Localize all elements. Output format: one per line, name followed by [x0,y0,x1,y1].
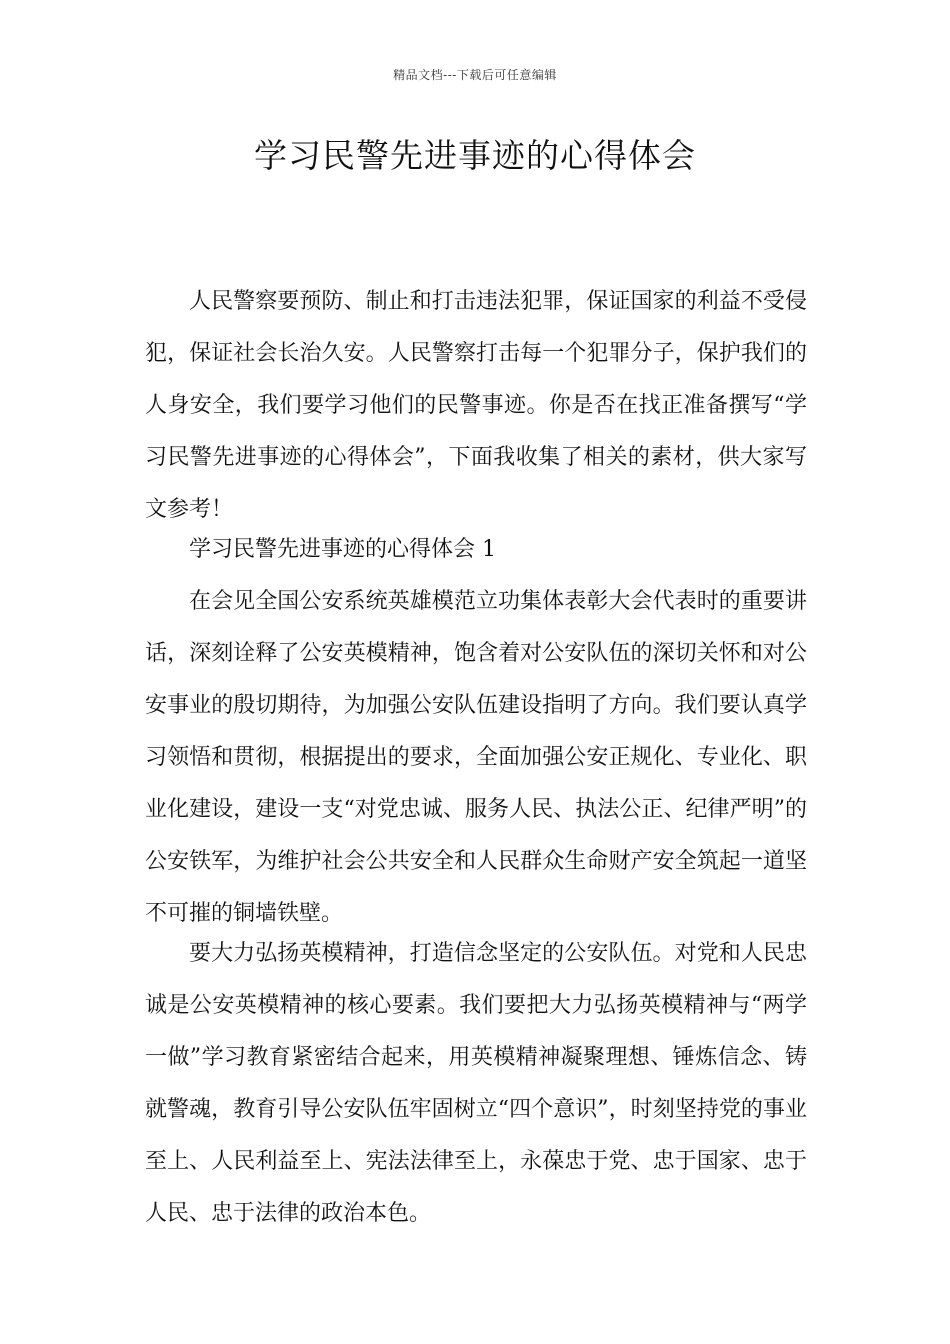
page-title: 学习民警先进事迹的心得体会 [254,136,696,175]
paragraph-body: 要大力弘扬英模精神，打造信念坚定的公安队伍。对党和人民忠诚是公安英模精神的核心要素。我们要把大力弘扬英模精神与“两学一做”学习教育紧密结合起来，用英模精神凝聚理想、锤炼信念、铸就警魂，教育引导公安队伍牢固树立“四个意识”，时刻坚持党的事业至上、人民利益至上、宪法法律至上，永葆忠于党、忠于国家、忠于人民、忠于法律的政治本色。 [145,941,807,1226]
header-note: 精品文档---下载后可任意编辑 [393,68,557,82]
paragraph-body: 在会见全国公安系统英雄模范立功集体表彰大会代表时的重要讲话，深刻诠释了公安英模精神，饱含着对公安队伍的深切关怀和对公安事业的殷切期待，为加强公安队伍建设指明了方向。我们要认真学习领悟和贯彻，根据提出的要求，全面加强公安正规化、专业化、职业化建设，建设一支“对党忠诚、服务人民、执法公正、纪律严明”的公安铁军，为维护社会公共安全和人民群众生命财产安全筑起一道坚不可摧的铜墙铁壁。 [145,589,807,926]
section-heading: 学习民警先进事迹的心得体会 1 [189,537,496,562]
paragraph-intro: 人民警察要预防、制止和打击违法犯罪，保证国家的利益不受侵犯，保证社会长治久安。人民警察打击每一个犯罪分子，保护我们的人身安全，我们要学习他们的民警事迹。你是否在找正准备撰写“学习民警先进事迹的心得体会”，下面我收集了相关的素材，供大家写文参考！ [145,289,807,522]
